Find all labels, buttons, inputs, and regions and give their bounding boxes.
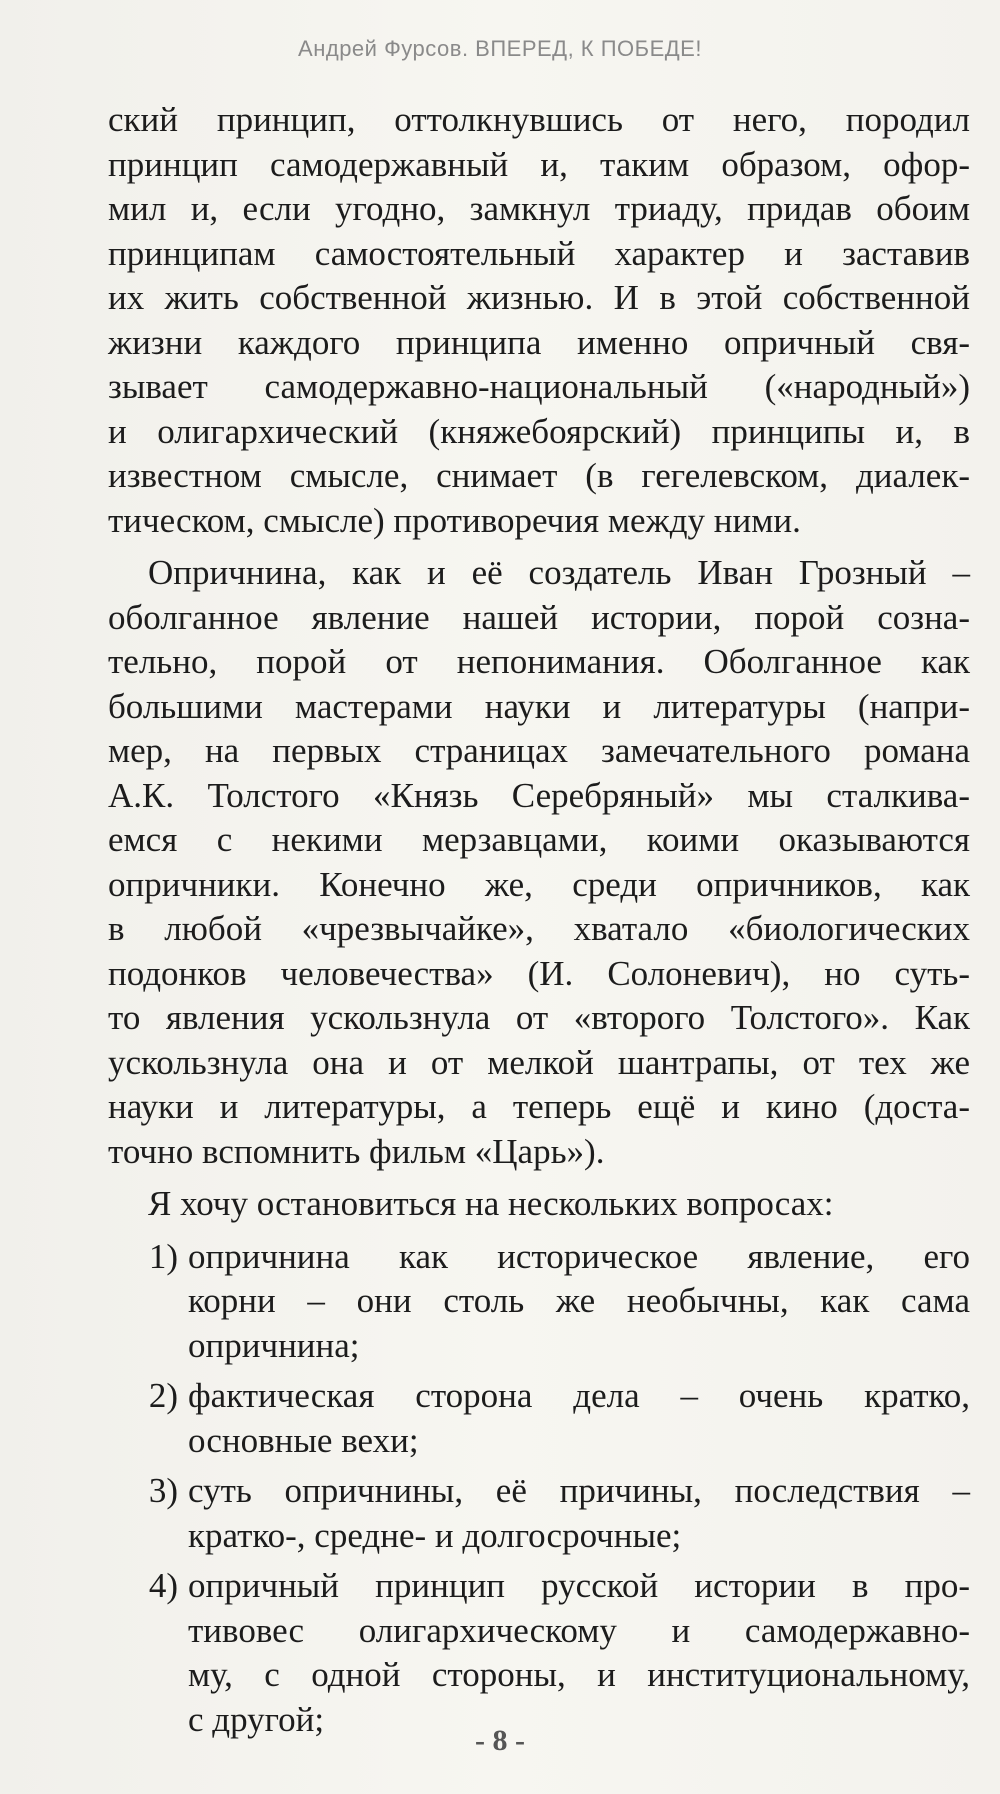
body-text: [108, 98, 970, 1748]
text-line: подонков человечества» (И. Солоневич), но суть-: [108, 953, 970, 993]
numbered-list: [108, 1235, 970, 1743]
text-line: суть опричнины, её причины, последствия –: [188, 1471, 970, 1510]
text-line: известном смысле, снимает (в гегелевском, диалек-: [108, 456, 970, 495]
running-head: Андрей Фурсов. ВПЕРЕД, К ПОБЕДЕ!: [298, 36, 702, 61]
text-line: принцип самодержавный и, таким образом, офор-: [108, 144, 970, 184]
text-line: А.К. Толстого «Князь Серебряный» мы сталкива-: [108, 775, 970, 815]
text-line: ский принцип, оттолкнувшись от него, породил: [108, 100, 970, 139]
list-item: [108, 1469, 970, 1558]
paragraph: [108, 1182, 970, 1227]
list-number: 1): [148, 1236, 178, 1276]
list-item-text: [188, 1235, 970, 1369]
text-line: большими мастерами науки и литературы (напри-: [108, 686, 970, 726]
text-line: мил и, если угодно, замкнул триаду, придав обоим: [108, 189, 970, 228]
text-line: то явления ускользнула от «второго Толстого». Как: [108, 998, 970, 1037]
text-line: принципам самостоятельный характер и заставив: [108, 233, 970, 273]
text-line: ускользнула она и от мелкой шантрапы, от тех же: [108, 1042, 970, 1082]
list-item: [108, 1235, 970, 1369]
text-line: в любой «чрезвычайке», хватало «биологических: [108, 909, 970, 948]
text-line: с другой;: [188, 1699, 325, 1739]
text-line: жизни каждого принципа именно опричный свя-: [108, 322, 970, 362]
text-line: их жить собственной жизнью. И в этой собственной: [108, 278, 970, 317]
list-number: 3): [148, 1471, 178, 1510]
text-line: Я хочу остановиться на нескольких вопросах:: [148, 1184, 834, 1223]
text-line: тельно, порой от непонимания. Оболганное как: [108, 642, 970, 681]
list-number: 4): [148, 1566, 178, 1605]
text-line: и олигархический (княжебоярский) принципы и, в: [108, 411, 970, 451]
text-line: науки и литературы, а теперь ещё и кино (доста-: [108, 1087, 970, 1126]
text-line: зывает самодержавно-национальный («народный»): [108, 367, 970, 406]
text-line: тивовес олигархическому и самодержавно-: [188, 1610, 970, 1650]
text-line: фактическая сторона дела – очень кратко,: [188, 1376, 970, 1415]
list-item: [108, 1564, 970, 1742]
text-line: опричный принцип русской истории в про-: [188, 1566, 970, 1605]
text-line: оболганное явление нашей истории, порой сознa-: [108, 597, 970, 637]
text-line: опричнина как историческое явление, его: [188, 1236, 970, 1276]
text-line: опричнина;: [188, 1325, 360, 1365]
list-number: 2): [148, 1376, 178, 1415]
text-line: мер, на первых страницах замечательного романа: [108, 731, 970, 770]
list-item-text: [188, 1564, 970, 1742]
page-number: - 8 -: [475, 1724, 525, 1757]
text-line: опричники. Конечно же, среди опричников, как: [108, 864, 970, 904]
list-item: [108, 1374, 970, 1463]
paragraph: [108, 98, 970, 543]
text-line: основные вехи;: [188, 1420, 419, 1460]
text-line: емся с некими мерзавцами, коими оказываются: [108, 820, 970, 859]
text-line: корни – они столь же необычны, как сама: [188, 1281, 970, 1320]
list-item-text: [188, 1469, 970, 1558]
text-line: Опричнина, как и её создатель Иван Грозный –: [148, 553, 970, 592]
text-line: кратко-, средне- и долгосрочные;: [188, 1515, 682, 1555]
text-line: тическом, смысле) противоречия между ними.: [108, 500, 801, 540]
paragraph: [108, 551, 970, 1174]
text-line: му, с одной стороны, и институциональному,: [188, 1655, 970, 1694]
text-line: точно вспомнить фильм «Царь»).: [108, 1131, 605, 1171]
list-item-text: [188, 1374, 970, 1463]
